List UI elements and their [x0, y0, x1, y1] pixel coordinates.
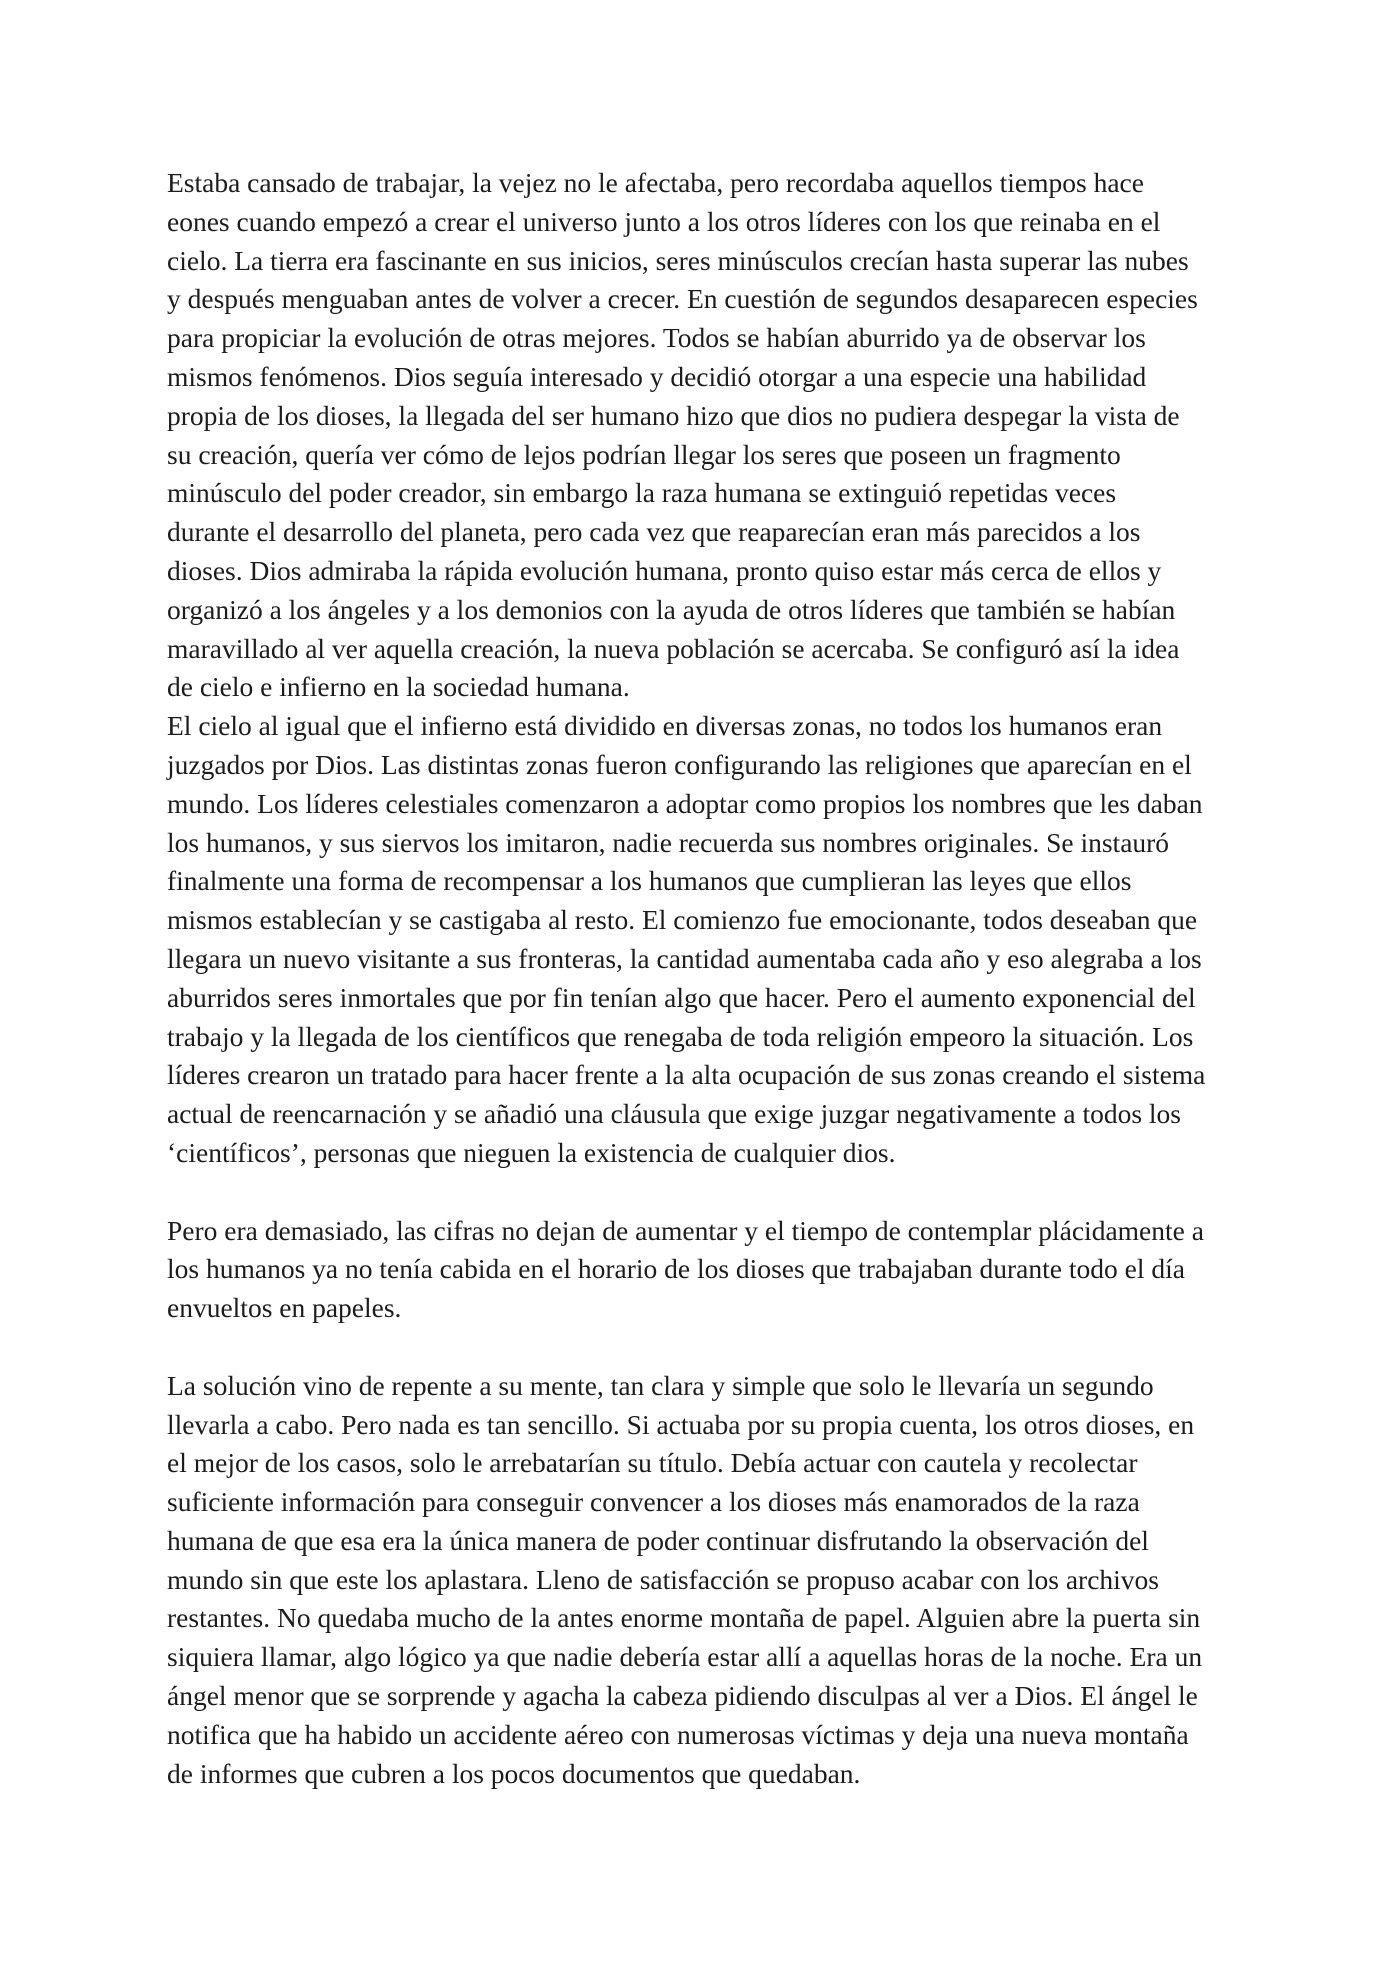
- text-line: eones cuando empezó a crear el universo junto a los otros líderes con los que reinaba en el: [167, 205, 1161, 237]
- text-line: dioses. Dios admiraba la rápida evolución humana, pronto quiso estar más cerca de ellos y: [167, 554, 1162, 586]
- text-line: notifica que ha habido un accidente aéreo con numerosas víctimas y deja una nueva montaña: [167, 1718, 1189, 1750]
- text-line: llevarla a cabo. Pero nada es tan sencillo. Si actuaba por su propia cuenta, los otros dioses, en: [167, 1408, 1195, 1440]
- text-line: y después menguaban antes de volver a crecer. En cuestión de segundos desaparecen especies: [167, 283, 1198, 315]
- text-line: minúsculo del poder creador, sin embargo la raza humana se extinguió repetidas veces: [167, 477, 1117, 509]
- text-line: de cielo e infierno en la sociedad humana.: [167, 671, 630, 703]
- paragraph-4: [167, 1367, 1242, 1794]
- text-line: llegara un nuevo visitante a sus fronteras, la cantidad aumentaba cada año y eso alegraba a los: [167, 942, 1202, 974]
- text-line: ángel menor que se sorprende y agacha la cabeza pidiendo disculpas al ver a Dios. El ángel le: [167, 1680, 1198, 1712]
- text-line: aburridos seres inmortales que por fin tenían algo que hacer. Pero el aumento exponencial del: [167, 981, 1196, 1013]
- text-line: durante el desarrollo del planeta, pero cada vez que reaparecían eran más parecidos a los: [167, 516, 1141, 548]
- text-line: los humanos, y sus siervos los imitaron, nadie recuerda sus nombres originales. Se instauró: [167, 826, 1170, 858]
- text-line: trabajo y la llegada de los científicos que renegaba de toda religión empeoro la situación. Los: [167, 1020, 1194, 1052]
- text-line: Estaba cansado de trabajar, la vejez no le afectaba, pero recordaba aquellos tiempos hace: [167, 167, 1144, 198]
- text-line: humana de que esa era la única manera de poder continuar disfrutando la observación del: [167, 1524, 1149, 1556]
- text-line: restantes. No quedaba mucho de la antes enorme montaña de papel. Alguien abre la puerta sin: [167, 1602, 1201, 1634]
- document-body: [167, 164, 1242, 1793]
- text-line: mundo. Los líderes celestiales comenzaron a adoptar como propios los nombres que les daban: [167, 787, 1203, 819]
- text-line: finalmente una forma de recompensar a los humanos que cumplieran las leyes que ellos: [167, 865, 1132, 897]
- text-line: mismos establecían y se castigaba al resto. El comienzo fue emocionante, todos deseaban que: [167, 904, 1198, 936]
- text-line: los humanos ya no tenía cabida en el horario de los dioses que trabajaban durante todo el día: [167, 1253, 1185, 1285]
- text-line: propia de los dioses, la llegada del ser humano hizo que dios no pudiera despegar la vista de: [167, 399, 1180, 431]
- text-line: ‘científicos’, personas que nieguen la existencia de cualquier dios.: [167, 1136, 896, 1168]
- text-line: organizó a los ángeles y a los demonios con la ayuda de otros líderes que también se habían: [167, 593, 1176, 625]
- paragraph-3: [167, 1212, 1242, 1328]
- text-line: líderes crearon un tratado para hacer frente a la alta ocupación de sus zonas creando el sistema: [167, 1059, 1206, 1091]
- text-line: siquiera llamar, algo lógico ya que nadie debería estar allí a aquellas horas de la noche. Era un: [167, 1641, 1203, 1673]
- text-line: de informes que cubren a los pocos documentos que quedaban.: [167, 1757, 861, 1789]
- text-line: su creación, quería ver cómo de lejos podrían llegar los seres que poseen un fragmento: [167, 438, 1121, 470]
- paragraph-2: [167, 707, 1242, 1173]
- text-line: para propiciar la evolución de otras mejores. Todos se habían aburrido ya de observar los: [167, 322, 1146, 354]
- paragraph-1: [167, 164, 1242, 707]
- text-line: maravillado al ver aquella creación, la nueva población se acercaba. Se configuró así la idea: [167, 632, 1180, 664]
- text-line: mundo sin que este los aplastara. Lleno de satisfacción se propuso acabar con los archivos: [167, 1563, 1159, 1595]
- text-line: mismos fenómenos. Dios seguía interesado y decidió otorgar a una especie una habilidad: [167, 360, 1147, 392]
- text-line: El cielo al igual que el infierno está dividido en diversas zonas, no todos los humanos eran: [167, 710, 1163, 742]
- text-line: La solución vino de repente a su mente, tan clara y simple que solo le llevaría un segundo: [167, 1369, 1154, 1401]
- text-line: suficiente información para conseguir convencer a los dioses más enamorados de la raza: [167, 1486, 1140, 1518]
- text-line: el mejor de los casos, solo le arrebatarían su título. Debía actuar con cautela y recolectar: [167, 1447, 1138, 1479]
- text-line: cielo. La tierra era fascinante en sus inicios, seres minúsculos crecían hasta superar las nubes: [167, 244, 1189, 276]
- text-line: Pero era demasiado, las cifras no dejan de aumentar y el tiempo de contemplar plácidamente a: [167, 1214, 1204, 1246]
- text-line: envueltos en papeles.: [167, 1292, 402, 1324]
- text-line: actual de reencarnación y se añadió una cláusula que exige juzgar negativamente a todos los: [167, 1098, 1182, 1130]
- text-line: juzgados por Dios. Las distintas zonas fueron configurando las religiones que aparecían en el: [167, 748, 1192, 780]
